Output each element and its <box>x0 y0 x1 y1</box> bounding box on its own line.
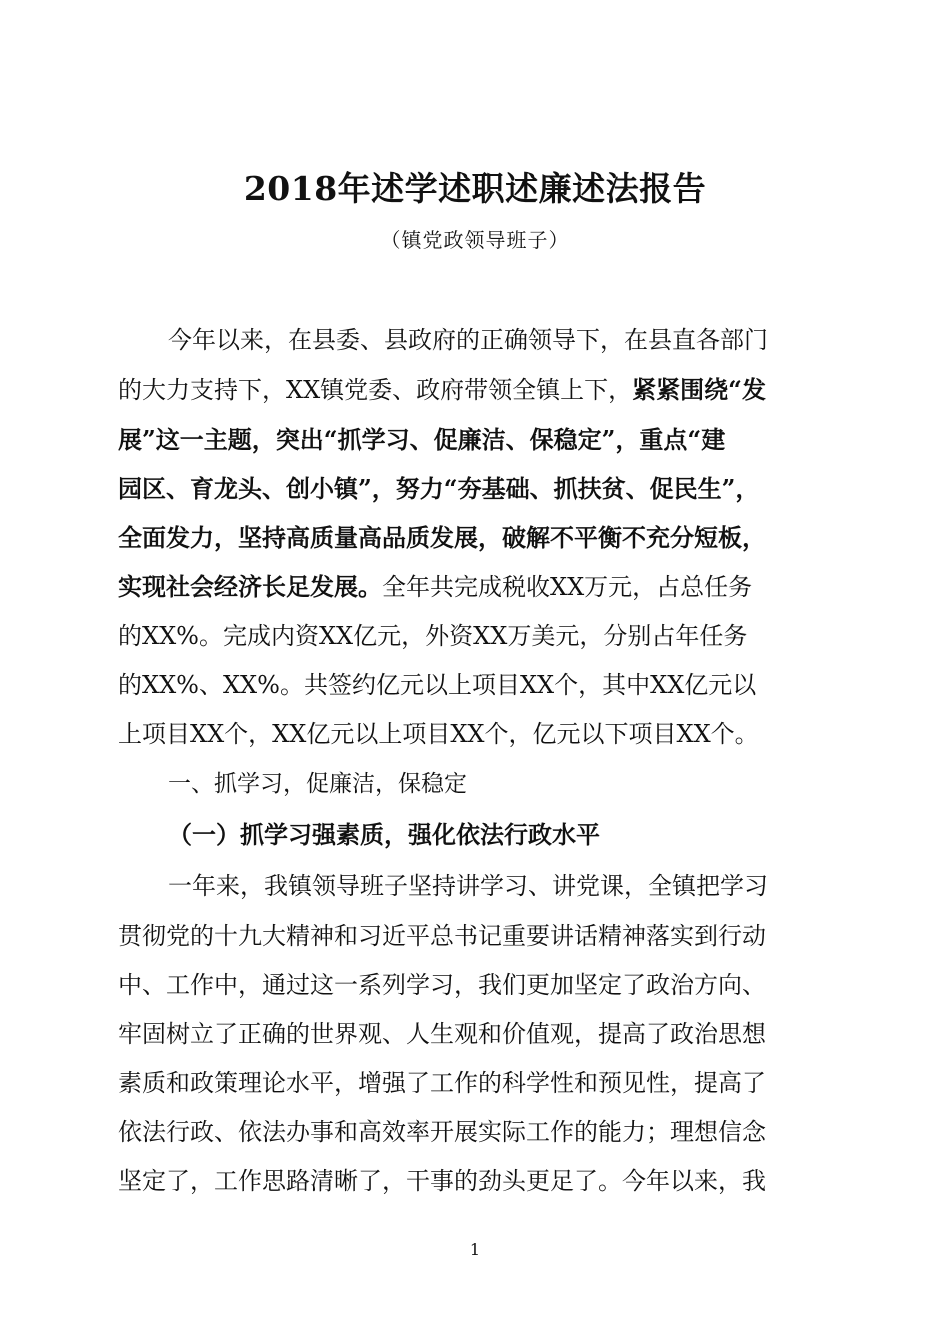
text-segment: 展”这一主题，突出“抓学习、促廉洁、保稳定”，重点“建 <box>118 425 726 454</box>
paragraph1-line <box>118 668 838 702</box>
paragraph2-line: 素质和政策理论水平，增强了工作的科学性和预见性，提高了 <box>118 1069 766 1097</box>
document-subtitle: （镇党政领导班子） <box>380 228 570 252</box>
section-heading: 一、抓学习，促廉洁，保稳定 <box>168 771 467 797</box>
paragraph1-line <box>118 373 838 407</box>
text-segment: 全面发力，坚持高质量高品质发展，破解不平衡不充分短板， <box>118 523 766 552</box>
text-segment: 紧紧围绕“发 <box>632 375 766 404</box>
text-segment: 全年共完成税收XX万元，占总任务 <box>382 573 753 601</box>
text-segment: 今年以来，在县委、县政府的正确领导下，在县直各部门 <box>168 326 768 354</box>
text-segment: 的大力支持下，XX镇党委、政府带领全镇上下， <box>118 376 633 404</box>
text-segment: 实现社会经济长足发展。 <box>118 572 382 601</box>
text-segment: 的XX%。完成内资XX亿元，外资XX万美元，分别占年任务 <box>118 622 748 650</box>
text-segment: 的XX%、XX%。共签约亿元以上项目XX个，其中XX亿元以 <box>118 671 757 699</box>
paragraph2-line: 中、工作中，通过这一系列学习，我们更加坚定了政治方向、 <box>118 971 766 999</box>
paragraph1-line <box>118 619 838 653</box>
paragraph1-line <box>118 521 838 555</box>
paragraph2-line: 依法行政、依法办事和高效率开展实际工作的能力；理想信念 <box>118 1118 766 1146</box>
paragraph1-line <box>118 570 838 604</box>
document-title: 2018年述学述职述廉述法报告 <box>243 169 707 208</box>
paragraph2-line: 坚定了，工作思路清晰了，干事的劲头更足了。今年以来，我 <box>118 1167 766 1195</box>
paragraph1-line <box>118 717 838 751</box>
paragraph2-line: 一年来，我镇领导班子坚持讲学习、讲党课，全镇把学习 <box>168 872 768 900</box>
paragraph1-line <box>118 323 838 357</box>
subsection-heading: （一）抓学习强素质，强化依法行政水平 <box>168 820 600 849</box>
paragraph1-line <box>118 423 838 457</box>
paragraph2-line: 贯彻党的十九大精神和习近平总书记重要讲话精神落实到行动 <box>118 922 766 950</box>
page-number: 1 <box>469 1240 481 1259</box>
text-segment: 上项目XX个，XX亿元以上项目XX个，亿元以下项目XX个。 <box>118 720 759 748</box>
text-segment: 园区、育龙头、创小镇”，努力“夯基础、抓扶贫、促民生”， <box>118 474 760 503</box>
paragraph2-line: 牢固树立了正确的世界观、人生观和价值观，提高了政治思想 <box>118 1020 766 1048</box>
paragraph1-line <box>118 472 838 506</box>
